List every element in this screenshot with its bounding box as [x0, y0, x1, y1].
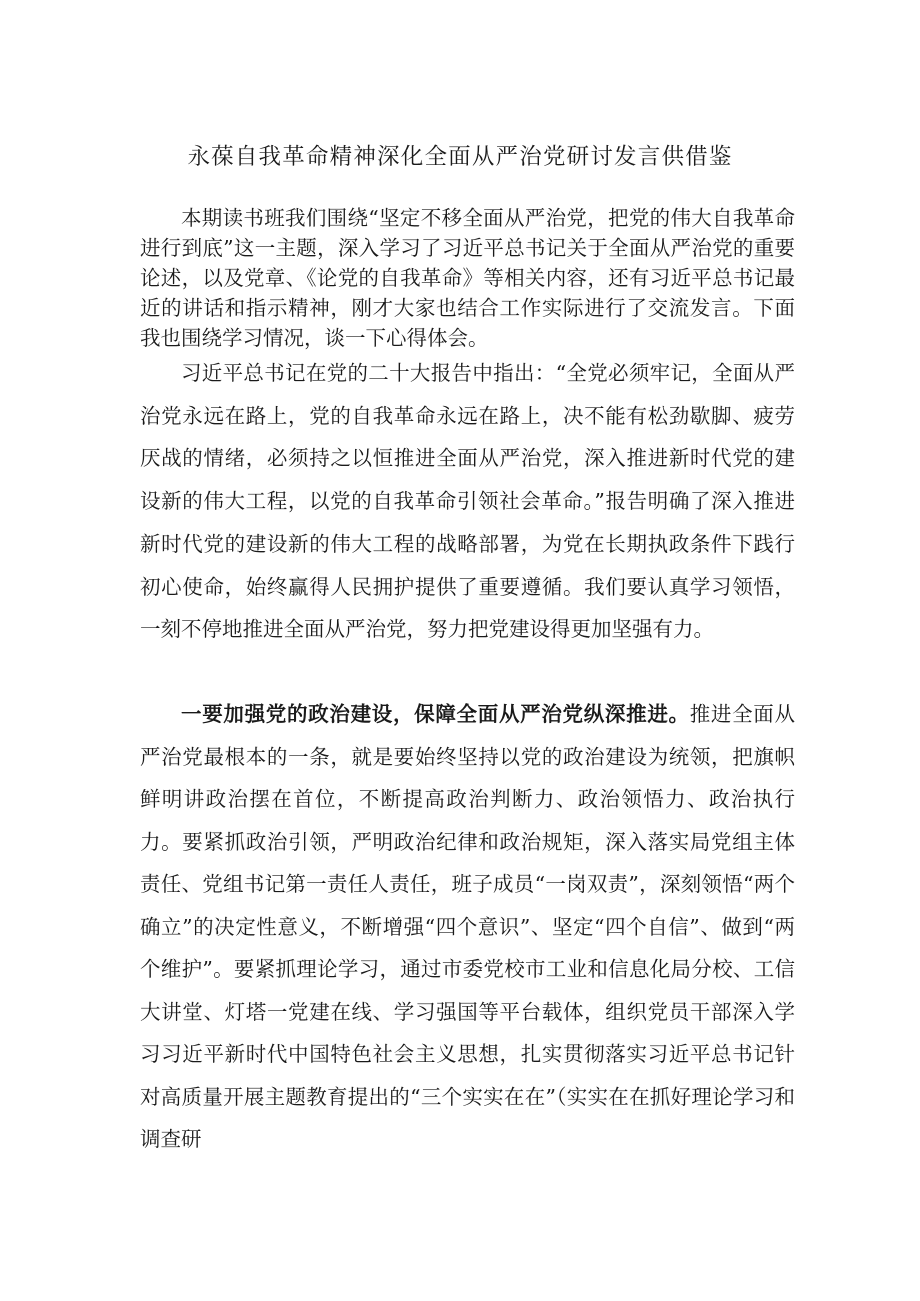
- intro-paragraph: 本期读书班我们围绕“坚定不移全面从严治党，把党的伟大自我革命进行到底”这一主题，深入学习了习近平总书记关于全面从严治党的重要论述，以及党章、《论党的自我革命》等相关内容，还有习近平总书记最近的讲话和指示精神，刚才大家也结合工作实际进行了交流发言。下面我也围绕学习情况，谈一下心得体会。: [140, 206, 795, 350]
- quote-paragraph: 习近平总书记在党的二十大报告中指出：“全党必须牢记，全面从严治党永远在路上，党的自我革命永远在路上，决不能有松劲歇脚、疲劳厌战的情绪，必须持之以恒推进全面从严治党，深入推进新时代党的建设新的伟大工程，以党的自我革命引领社会革命。”报告明确了深入推进新时代党的建设新的伟大工程的战略部署，为党在长期执政条件下践行初心使命，始终赢得人民拥护提供了重要遵循。我们要认真学习领悟，一刻不停地推进全面从严治党，努力把党建设得更加坚强有力。: [140, 361, 795, 642]
- document-title: 永葆自我革命精神深化全面从严治党研讨发言供借鉴: [187, 144, 733, 170]
- point-one-paragraph: [140, 693, 795, 1161]
- point-one-heading: 一要加强党的政治建设，保障全面从严治党纵深推进。: [181, 702, 690, 726]
- point-one-body: 推进全面从严治党最根本的一条，就是要始终坚持以党的政治建设为统领，把旗帜鲜明讲政治摆在首位，不断提高政治判断力、政治领悟力、政治执行力。要紧抓政治引领，严明政治纪律和政治规矩，深入落实局党组主体责任、党组书记第一责任人责任，班子成员“一岗双责”，深刻领悟“两个确立”的决定性意义，不断增强“四个意识”、坚定“四个自信”、做到“两个维护”。要紧抓理论学习，通过市委党校市工业和信息化局分校、工信大讲堂、灯塔一党建在线、学习强国等平台载体，组织党员干部深入学习习近平新时代中国特色社会主义思想，扎实贯彻落实习近平总书记针对高质量开展主题教育提出的“三个实实在在”（实实在在抓好理论学习和调查研: [140, 702, 796, 1151]
